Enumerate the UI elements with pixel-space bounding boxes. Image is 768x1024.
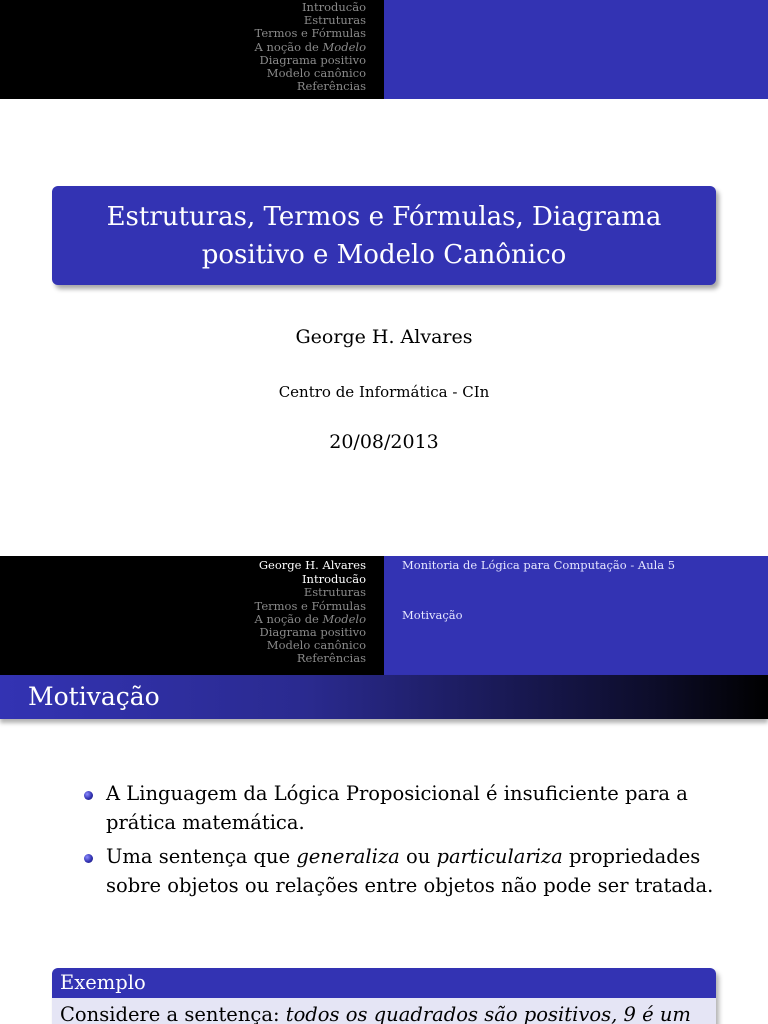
slide1-headline: [0, 0, 768, 99]
nav-item-nocao-modelo-italic: Modelo: [322, 611, 366, 626]
frame-title: Motivação: [0, 675, 768, 719]
slide2-section-navigation: [0, 556, 384, 675]
slide2-headline-right: [384, 556, 768, 675]
nav-item-nocao-modelo-italic: Modelo: [322, 39, 366, 54]
nav-item-introducao-active[interactable]: Introducão: [302, 572, 366, 587]
nav-item-nocao-modelo[interactable]: [0, 41, 366, 54]
headline-section-name: Motivação: [402, 608, 463, 623]
nav-item-modelo-canonico[interactable]: Modelo canônico: [266, 638, 366, 653]
motivation-bullet-list: [84, 780, 714, 906]
nav-item-diagrama-positivo[interactable]: Diagrama positivo: [259, 52, 366, 67]
nav-item-referencias[interactable]: Referências: [296, 651, 366, 666]
nav-item-diagrama-positivo[interactable]: Diagrama positivo: [259, 625, 366, 640]
bullet-italic-generaliza: generaliza: [296, 845, 400, 868]
list-item: [84, 780, 714, 837]
nav-item-termos-formulas[interactable]: Termos e Fórmulas: [254, 26, 366, 41]
example-block-title: Exemplo: [52, 968, 716, 998]
nav-item-estruturas[interactable]: Estruturas: [303, 13, 366, 28]
nav-item-introducao[interactable]: Introducão: [302, 0, 366, 14]
example-body-italic: todos os quadrados são positivos, 9 é um: [285, 1003, 691, 1024]
author-name: George H. Alvares: [295, 326, 473, 348]
nav-item-referencias[interactable]: Referências: [296, 79, 366, 94]
bullet-icon: [84, 791, 93, 800]
headline-author: George H. Alvares: [258, 558, 366, 572]
nav-item-modelo-canonico[interactable]: Modelo canônico: [266, 66, 366, 81]
slide1-headline-right: [384, 0, 768, 99]
bullet-text: A Linguagem da Lógica Proposicional é insuficiente para a prática matemática.: [106, 782, 688, 834]
example-block: [52, 968, 716, 1024]
bullet-text-part1: Uma sentença que: [106, 845, 297, 868]
bullet-text-part3: propriedades sobre objetos ou relações entre objetos não pode ser tratada.: [106, 845, 714, 897]
bullet-icon: [84, 854, 93, 863]
nav-item-nocao-modelo-prefix: A noção de: [254, 611, 323, 626]
nav-item-termos-formulas[interactable]: Termos e Fórmulas: [254, 598, 366, 613]
section-navigation: [0, 0, 384, 99]
bullet-text-part2: ou: [399, 845, 437, 868]
list-item: [84, 843, 714, 900]
example-body-prefix: Considere a sentença:: [60, 1003, 286, 1024]
nav-item-nocao-modelo-prefix: A noção de: [254, 39, 323, 54]
bullet-italic-particulariza: particulariza: [436, 845, 563, 868]
presentation-title: Estruturas, Termos e Fórmulas, Diagrama positivo e Modelo Canônico: [52, 186, 716, 285]
example-block-body: [52, 998, 716, 1024]
headline-talk-title: Monitoria de Lógica para Computação - Aula 5: [402, 558, 676, 572]
presentation-date: 20/08/2013: [329, 431, 439, 453]
institute-name: Centro de Informática - CIn: [278, 383, 490, 401]
slide2-headline: [0, 556, 768, 675]
nav-item-estruturas[interactable]: Estruturas: [303, 585, 366, 600]
